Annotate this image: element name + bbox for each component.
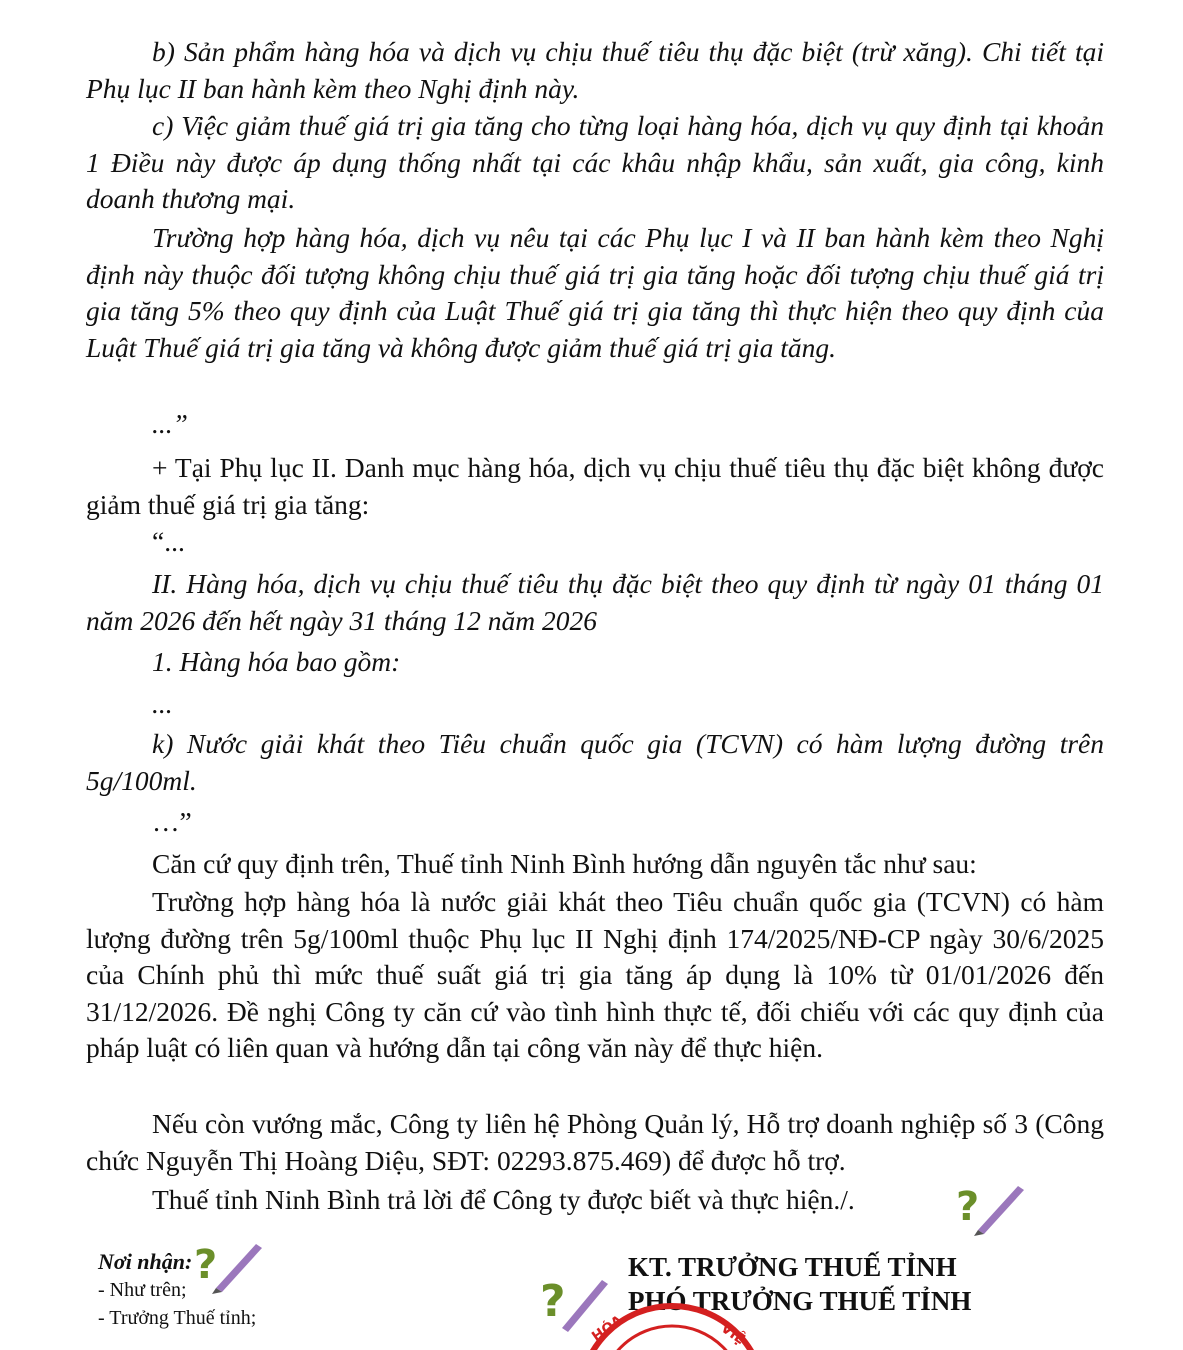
ellipsis-close-2: …” xyxy=(152,806,192,837)
paragraph-closing: Thuế tỉnh Ninh Bình trả lời để Công ty được biết và thực hiện./. xyxy=(152,1184,855,1215)
svg-text:VIỆ: VIỆ xyxy=(717,1320,748,1348)
recipient-item: - Trưởng Thuế tỉnh; xyxy=(98,1307,257,1329)
svg-text:HÓA: HÓA xyxy=(589,1312,627,1346)
paragraph-guidance: Trường hợp hàng hóa là nước giải khát theo Tiêu chuẩn quốc gia (TCVN) có hàm lượng đường trên 5g/100ml thuộc Phụ lục II Nghị định 174/2025/NĐ-CP ngày 30/6/2025 của Chính phủ thì mức thuế suất giá trị gia tăng áp dụng là 10% từ 01/01/2026 đến 31/12/2026. Đề nghị Công ty căn cứ vào tình hình thực tế, đối chiếu với các quy định của pháp luật có liên quan và hướng dẫn tại công văn này để thực hiện. xyxy=(86,886,1104,1064)
question-pen-icon xyxy=(190,1238,264,1294)
goods-include: 1. Hàng hóa bao gồm: xyxy=(152,646,401,677)
open-quote: “... xyxy=(152,526,185,557)
recipients-heading: Nơi nhận: xyxy=(98,1249,193,1274)
svg-text:?: ? xyxy=(956,1184,980,1230)
paragraph-b: b) Sản phẩm hàng hóa và dịch vụ chịu thuế tiêu thụ đặc biệt (trừ xăng). Chi tiết tại Phụ lục II ban hành kèm theo Nghị định này. xyxy=(86,36,1104,104)
paragraph-item-k: k) Nước giải khát theo Tiêu chuẩn quốc gia (TCVN) có hàm lượng đường trên 5g/100ml. xyxy=(86,728,1104,796)
paragraph-c: c) Việc giảm thuế giá trị gia tăng cho từng loại hàng hóa, dịch vụ quy định tại khoản 1 Điều này được áp dụng thống nhất tại các khâu nhập khẩu, sản xuất, gia công, kinh doanh thương mại. xyxy=(86,110,1104,215)
paragraph-appendix-intro: + Tại Phụ lục II. Danh mục hàng hóa, dịch vụ chịu thuế tiêu thụ đặc biệt không được giảm thuế giá trị gia tăng: xyxy=(86,452,1104,520)
svg-text:?: ? xyxy=(194,1242,218,1288)
ellipsis: ... xyxy=(152,688,173,719)
question-pen-icon xyxy=(952,1180,1026,1236)
signer-line-1: KT. TRƯỞNG THUẾ TỈNH xyxy=(628,1252,957,1282)
paragraph-case: Trường hợp hàng hóa, dịch vụ nêu tại các Phụ lục I và II ban hành kèm theo Nghị định này thuộc đối tượng không chịu thuế giá trị gia tăng hoặc đối tượng chịu thuế giá trị gia tăng 5% theo quy định của Luật Thuế giá trị gia tăng thì thực hiện theo quy định của Luật Thuế giá trị gia tăng và không được giảm thuế giá trị gia tăng. xyxy=(86,222,1104,363)
recipient-item: - Như trên; xyxy=(98,1279,187,1301)
signer-line-2: PHÓ TRƯỞNG THUẾ TỈNH xyxy=(628,1286,972,1316)
paragraph-basis: Căn cứ quy định trên, Thuế tỉnh Ninh Bình hướng dẫn nguyên tắc như sau: xyxy=(152,848,977,879)
svg-text:?: ? xyxy=(540,1276,566,1327)
question-pen-icon xyxy=(536,1272,610,1334)
paragraph-contact: Nếu còn vướng mắc, Công ty liên hệ Phòng Quản lý, Hỗ trợ doanh nghiệp số 3 (Công chức Nguyễn Thị Hoàng Diệu, SĐT: 02293.875.469) để được hỗ trợ. xyxy=(86,1108,1104,1176)
ellipsis-close-1: ...” xyxy=(152,408,188,439)
paragraph-section-ii: II. Hàng hóa, dịch vụ chịu thuế tiêu thụ đặc biệt theo quy định từ ngày 01 tháng 01 năm 2026 đến hết ngày 31 tháng 12 năm 2026 xyxy=(86,568,1104,636)
